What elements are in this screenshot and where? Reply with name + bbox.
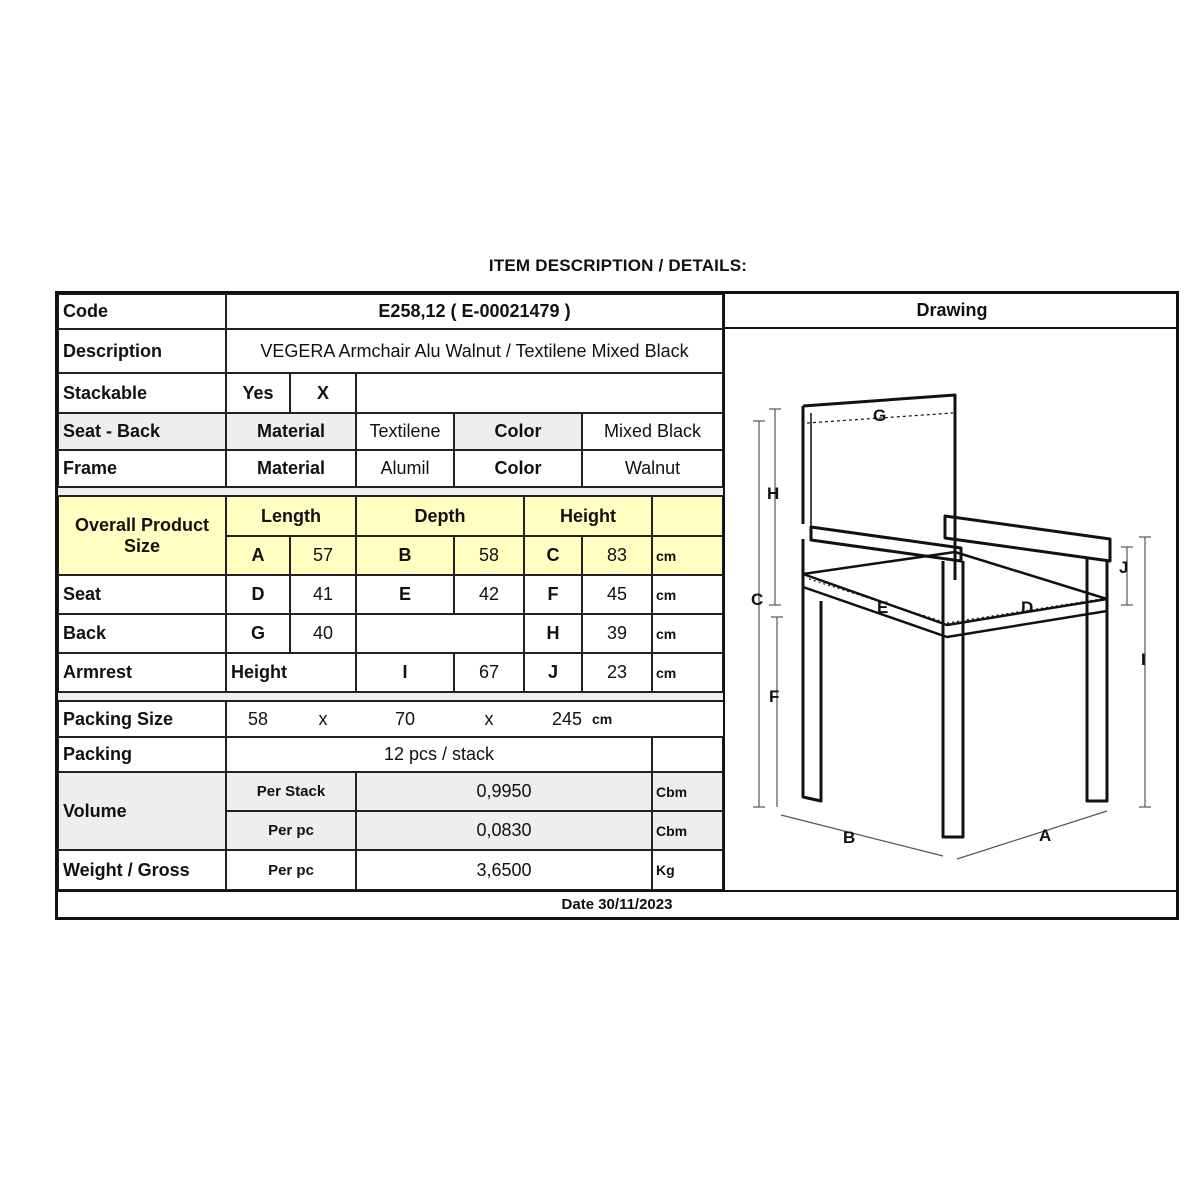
code-label: Code xyxy=(58,294,226,329)
seat-back-color: Mixed Black xyxy=(582,413,723,450)
dim-b-code: B xyxy=(356,536,454,575)
dim-j-value: 23 xyxy=(582,653,652,692)
code-value: E258,12 ( E-00021479 ) xyxy=(226,294,723,329)
weight-value: 3,6500 xyxy=(356,850,652,890)
dim-j-code: J xyxy=(524,653,582,692)
dim-label-e: E xyxy=(877,598,889,617)
date-footer: Date 30/11/2023 xyxy=(58,890,1176,917)
packing-unit: cm xyxy=(592,711,613,727)
overall-unit: cm xyxy=(652,536,723,575)
packing-width: 58 xyxy=(247,708,269,729)
length-header: Length xyxy=(226,496,356,536)
volume-per-stack-label: Per Stack xyxy=(226,772,356,811)
dim-c-code: C xyxy=(524,536,582,575)
dim-a-value: 57 xyxy=(290,536,356,575)
description-value: VEGERA Armchair Alu Walnut / Textilene Mixed Black xyxy=(226,329,723,373)
dim-label-b: B xyxy=(843,828,856,847)
volume-per-pc-label: Per pc xyxy=(226,811,356,850)
dim-g-code: G xyxy=(226,614,290,653)
stackable-mark: X xyxy=(290,373,356,413)
dim-label-a: A xyxy=(1039,826,1052,845)
back-unit: cm xyxy=(652,614,723,653)
dim-f-value: 45 xyxy=(582,575,652,614)
right-armrest xyxy=(945,516,1110,561)
stackable-value: Yes xyxy=(226,373,290,413)
back-label: Back xyxy=(58,614,226,653)
overall-size-label-line1: Overall Product xyxy=(74,514,210,535)
dim-e-value: 42 xyxy=(454,575,524,614)
seat-back-label: Seat - Back xyxy=(58,413,226,450)
volume-per-stack-value: 0,9950 xyxy=(356,772,652,811)
stackable-empty xyxy=(356,373,723,413)
header-empty xyxy=(652,496,723,536)
page-title: ITEM DESCRIPTION / DETAILS: xyxy=(488,256,748,275)
chair-drawing xyxy=(725,329,1177,890)
dim-label-c: C xyxy=(751,590,764,609)
dim-h-code: H xyxy=(524,614,582,653)
drawing-header: Drawing xyxy=(723,294,1179,329)
dim-i-code: I xyxy=(356,653,454,692)
details-sheet xyxy=(55,291,1179,920)
volume-per-pc-value: 0,0830 xyxy=(356,811,652,850)
weight-label: Weight / Gross xyxy=(58,850,226,890)
frame-material-label: Material xyxy=(226,450,356,487)
left-armrest xyxy=(811,527,961,561)
dim-d-code: D xyxy=(226,575,290,614)
armrest-label: Armrest xyxy=(58,653,226,692)
packing-depth: 70 xyxy=(394,708,416,729)
dim-label-i: I xyxy=(1141,650,1146,669)
armrest-unit: cm xyxy=(652,653,723,692)
dim-f-code: F xyxy=(524,575,582,614)
chair-drawing-panel xyxy=(723,329,1179,890)
weight-unit: Kg xyxy=(652,850,723,890)
packing-size-label: Packing Size xyxy=(58,701,226,737)
frame-color: Walnut xyxy=(582,450,723,487)
packing-label: Packing xyxy=(58,737,226,772)
packing-height: 245 xyxy=(551,708,582,729)
section-divider xyxy=(58,487,723,496)
frame-material: Alumil xyxy=(356,450,454,487)
seat-label: Seat xyxy=(58,575,226,614)
frame-color-label: Color xyxy=(454,450,582,487)
stackable-label: Stackable xyxy=(58,373,226,413)
back-empty xyxy=(356,614,524,653)
description-label: Description xyxy=(58,329,226,373)
volume-label: Volume xyxy=(58,772,226,850)
dim-label-d: D xyxy=(1021,598,1034,617)
dim-label-j: J xyxy=(1119,558,1129,577)
dim-e-code: E xyxy=(356,575,454,614)
frame-label: Frame xyxy=(58,450,226,487)
seat-unit: cm xyxy=(652,575,723,614)
dim-label-h: H xyxy=(767,484,780,503)
height-header: Height xyxy=(524,496,652,536)
dim-g-value: 40 xyxy=(290,614,356,653)
seat-back-material-label: Material xyxy=(226,413,356,450)
seat-back-material: Textilene xyxy=(356,413,454,450)
packing-value: 12 pcs / stack xyxy=(226,737,652,772)
seat-back-color-label: Color xyxy=(454,413,582,450)
volume-per-pc-unit: Cbm xyxy=(652,811,723,850)
dim-i-value: 67 xyxy=(454,653,524,692)
dim-c-value: 83 xyxy=(582,536,652,575)
overall-size-label-line2: Size xyxy=(123,535,161,556)
dim-h-value: 39 xyxy=(582,614,652,653)
dim-b-value: 58 xyxy=(454,536,524,575)
dim-a-code: A xyxy=(226,536,290,575)
volume-per-stack-unit: Cbm xyxy=(652,772,723,811)
packing-x1: x xyxy=(318,708,328,729)
dim-label-f: F xyxy=(769,687,780,706)
packing-x2: x xyxy=(484,708,494,729)
depth-header: Depth xyxy=(356,496,524,536)
section-divider-2 xyxy=(58,692,723,701)
packing-empty xyxy=(652,737,723,772)
overall-size-label xyxy=(58,496,226,575)
dim-label-g: G xyxy=(873,406,887,425)
dim-d-value: 41 xyxy=(290,575,356,614)
armrest-height-label: Height xyxy=(226,653,356,692)
weight-per-pc-label: Per pc xyxy=(226,850,356,890)
